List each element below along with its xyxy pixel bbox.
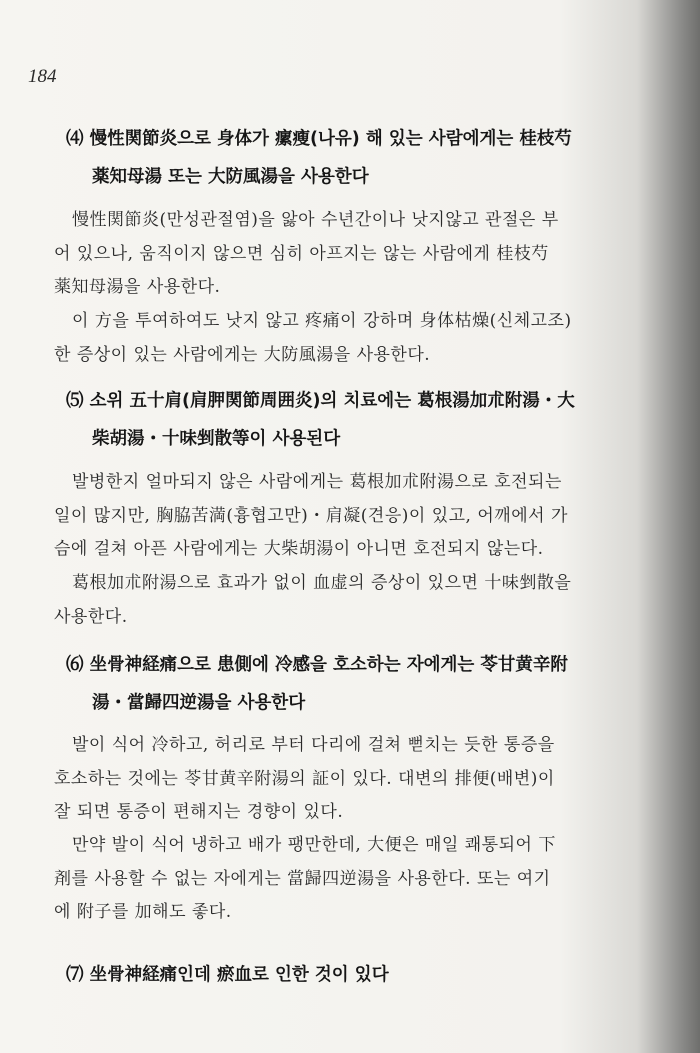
- text-line: 薬知母湯을 사용한다.: [54, 277, 221, 297]
- text-line: 만약 발이 식어 냉하고 배가 팽만한데, 大便은 매일 쾌통되어 下: [72, 835, 556, 855]
- text-line: 慢性関節炎(만성관절염)을 앓아 수년간이나 낫지않고 관절은 부: [72, 210, 559, 230]
- text-line: 葛根加朮附湯으로 효과가 없이 血虚의 증상이 있으면 十味剉散을: [72, 573, 572, 593]
- section-5-heading: [66, 382, 686, 458]
- heading-line: ⑷ 慢性関節炎으로 身体가 瘰瘦(나유) 해 있는 사람에게는 桂枝芍: [66, 129, 572, 149]
- heading-line: ⑺ 坐骨神経痛인데 瘀血로 인한 것이 있다: [66, 965, 389, 985]
- text-line: 일이 많지만, 胸脇苦満(흉협고만)・肩凝(견응)이 있고, 어깨에서 가: [54, 505, 568, 526]
- text-line: 발병한지 얼마되지 않은 사람에게는 葛根加朮附湯으로 호전되는: [72, 472, 562, 492]
- heading-line: 柴胡湯・十味剉散等이 사용된다: [92, 429, 341, 449]
- section-6-heading: [66, 646, 686, 722]
- heading-line: 湯・當歸四逆湯을 사용한다: [92, 693, 306, 713]
- section-4-paragraph-2: [54, 305, 694, 372]
- text-line: 어 있으나, 움직이지 않으면 심히 아프지는 않는 사람에게 桂枝芍: [54, 243, 549, 264]
- text-line: 사용한다.: [54, 606, 128, 627]
- text-line: 이 方을 투여하여도 낫지 않고 疼痛이 강하며 身体枯燥(신체고조): [72, 311, 572, 331]
- text-line: 발이 식어 冷하고, 허리로 부터 다리에 걸쳐 뻗치는 듯한 통증을: [72, 735, 555, 755]
- section-4-paragraph-1: [54, 204, 694, 305]
- page-number: 184: [28, 66, 57, 87]
- section-5-paragraph-2: [54, 567, 694, 634]
- heading-line: 薬知母湯 또는 大防風湯을 사용한다: [92, 167, 369, 187]
- text-line: 호소하는 것에는 苓甘黄辛附湯의 証이 있다. 대변의 排便(배변)이: [54, 768, 555, 789]
- section-4-heading: [66, 120, 686, 196]
- text-line: 에 附子를 加해도 좋다.: [54, 902, 232, 922]
- section-6-paragraph-1: [54, 729, 694, 830]
- text-line: 한 증상이 있는 사람에게는 大防風湯을 사용한다.: [54, 344, 431, 365]
- text-line: 잘 되면 통증이 편해지는 경향이 있다.: [54, 802, 344, 822]
- text-line: 슴에 걸쳐 아픈 사람에게는 大柴胡湯이 아니면 호전되지 않는다.: [54, 539, 544, 559]
- section-5-paragraph-1: [54, 466, 694, 567]
- section-6-paragraph-2: [54, 829, 694, 930]
- section-7-heading: [66, 956, 686, 994]
- heading-line: ⑸ 소위 五十肩(肩胛関節周囲炎)의 치료에는 葛根湯加朮附湯・大: [66, 391, 575, 411]
- heading-line: ⑹ 坐骨神経痛으로 患側에 冷感을 호소하는 자에게는 苓甘黄辛附: [66, 655, 568, 675]
- text-line: 剤를 사용할 수 없는 자에게는 當歸四逆湯을 사용한다. 또는 여기: [54, 868, 551, 889]
